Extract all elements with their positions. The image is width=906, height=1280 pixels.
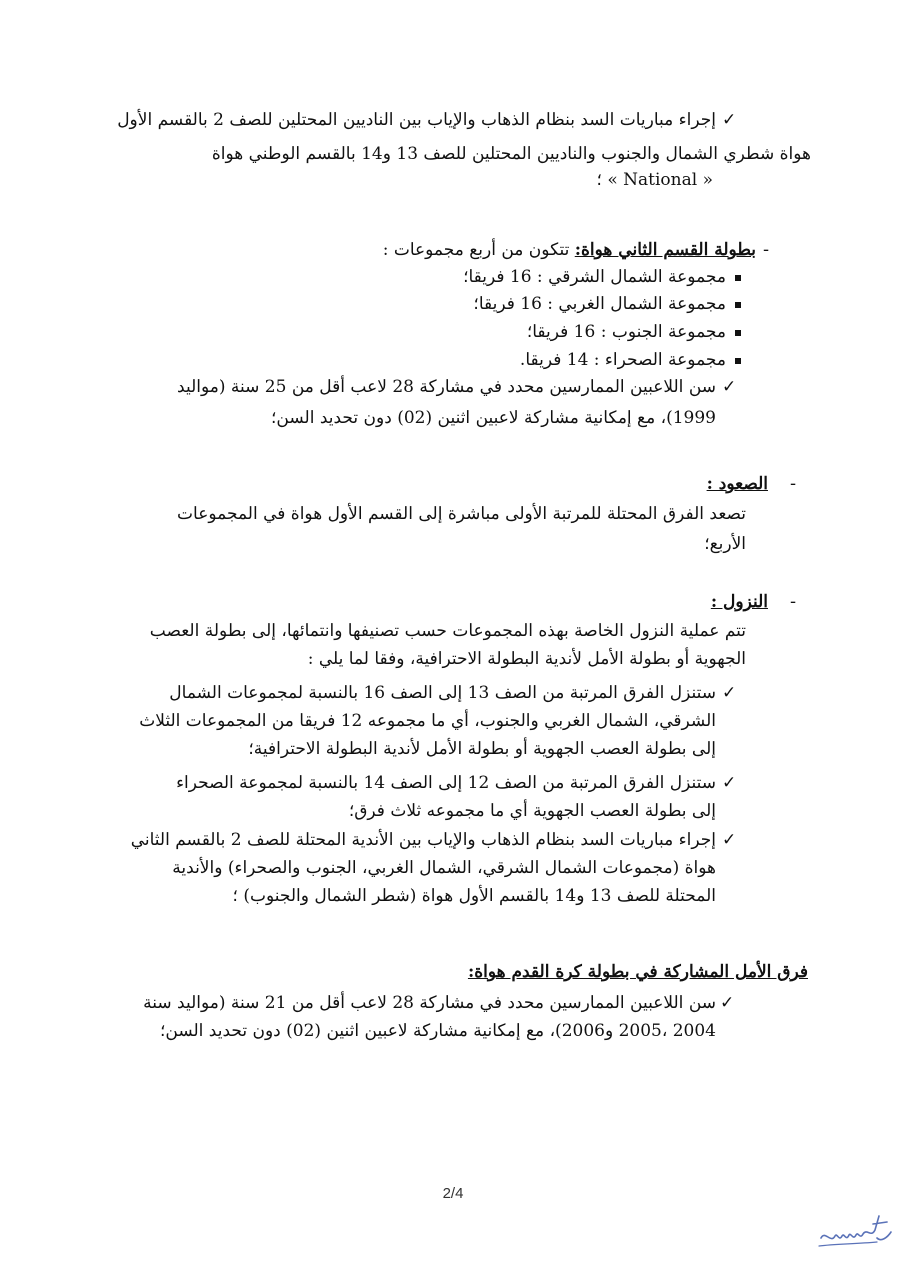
paragraph-line: المحتلة للصف 13 و14 بالقسم الأول هواة (شطر الشمال والجنوب) ؛ (232, 886, 716, 906)
section-heading: بطولة القسم الثاني هواة: (574, 240, 756, 260)
promotion-heading-wrap (707, 470, 768, 498)
group-item: مجموعة الجنوب : 16 فريقا؛ (526, 322, 726, 342)
paragraph-line: ستنزل الفرق المرتبة من الصف 12 إلى الصف 14 بالنسبة لمجموعة الصحراء (176, 773, 716, 793)
paragraph-line: إلى بطولة العصب الجهوية أو بطولة الأمل لأندية البطولة الاحترافية؛ (248, 739, 716, 759)
dash-icon: - (790, 591, 797, 612)
paragraph-line: الجهوية أو بطولة الأمل لأندية البطولة الاحترافية، وفقا لما يلي : (307, 649, 746, 669)
group-item: مجموعة الشمال الغربي : 16 فريقا؛ (473, 294, 726, 314)
group-item: مجموعة الصحراء : 14 فريقا. (519, 350, 726, 370)
section-heading: الصعود : (706, 474, 768, 494)
group-item: مجموعة الشمال الشرقي : 16 فريقا؛ (463, 267, 726, 287)
paragraph-line: هواة شطري الشمال والجنوب والناديين المحتلين للصف 13 و14 بالقسم الوطني هواة (211, 144, 811, 164)
paragraph-line: تصعد الفرق المحتلة للمرتبة الأولى مباشرة إلى القسم الأول هواة في المجموعات (177, 504, 746, 524)
paragraph-line: إلى بطولة العصب الجهوية أي ما مجموعه ثلاث فرق؛ (348, 801, 716, 821)
heading-rest: تتكون من أربع مجموعات : (382, 240, 575, 260)
section-heading-line (383, 236, 756, 264)
check-icon: ✓ (722, 377, 737, 397)
check-icon: ✓ (722, 683, 737, 703)
square-bullet-icon (735, 358, 741, 364)
dash-icon: - (790, 473, 797, 494)
signature-icon (815, 1208, 895, 1253)
paragraph-line: إجراء مباريات السد بنظام الذهاب والإياب بين الناديين المحتلين للصف 2 بالقسم الأول (117, 110, 716, 130)
check-icon: ✓ (722, 110, 737, 130)
dash-icon: - (763, 239, 770, 260)
square-bullet-icon (735, 275, 741, 281)
paragraph-line: الشرقي، الشمال الغربي والجنوب، أي ما مجموعه 12 فريقا من المجموعات الثلاث (139, 711, 716, 731)
square-bullet-icon (735, 330, 741, 336)
relegation-heading-wrap (711, 588, 768, 616)
paragraph-line: سن اللاعبين الممارسين محدد في مشاركة 28 لاعب أقل من 21 سنة (مواليد سنة (143, 993, 716, 1013)
paragraph-line: 2004 ،2005 و2006)، مع إمكانية مشاركة لاعبين اثنين (02) دون تحديد السن؛ (159, 1021, 716, 1041)
check-icon: ✓ (722, 830, 737, 850)
hope-heading-wrap (468, 958, 808, 986)
paragraph-line: ستنزل الفرق المرتبة من الصف 13 إلى الصف 16 بالنسبة لمجموعات الشمال (169, 683, 716, 703)
paragraph-line: « National » ؛ (596, 170, 713, 190)
page-number: 2/4 (442, 1185, 464, 1202)
square-bullet-icon (735, 302, 741, 308)
paragraph-line: إجراء مباريات السد بنظام الذهاب والإياب بين الأندية المحتلة للصف 2 بالقسم الثاني (130, 830, 716, 850)
paragraph-line: الأربع؛ (704, 534, 746, 554)
paragraph-line: 1999)، مع إمكانية مشاركة لاعبين اثنين (02) دون تحديد السن؛ (271, 408, 716, 428)
paragraph-line: هواة (مجموعات الشمال الشرقي، الشمال الغربي، الجنوب والصحراء) والأندية (172, 858, 716, 878)
section-heading: فرق الأمل المشاركة في بطولة كرة القدم هواة: (467, 962, 808, 982)
check-icon: ✓ (722, 773, 737, 793)
paragraph-line: تتم عملية النزول الخاصة بهذه المجموعات حسب تصنيفها وانتمائها، إلى بطولة العصب (149, 621, 746, 641)
section-heading: النزول : (710, 592, 768, 612)
check-icon: ✓ (720, 993, 735, 1013)
paragraph-line: سن اللاعبين الممارسين محدد في مشاركة 28 لاعب أقل من 25 سنة (مواليد (177, 377, 716, 397)
